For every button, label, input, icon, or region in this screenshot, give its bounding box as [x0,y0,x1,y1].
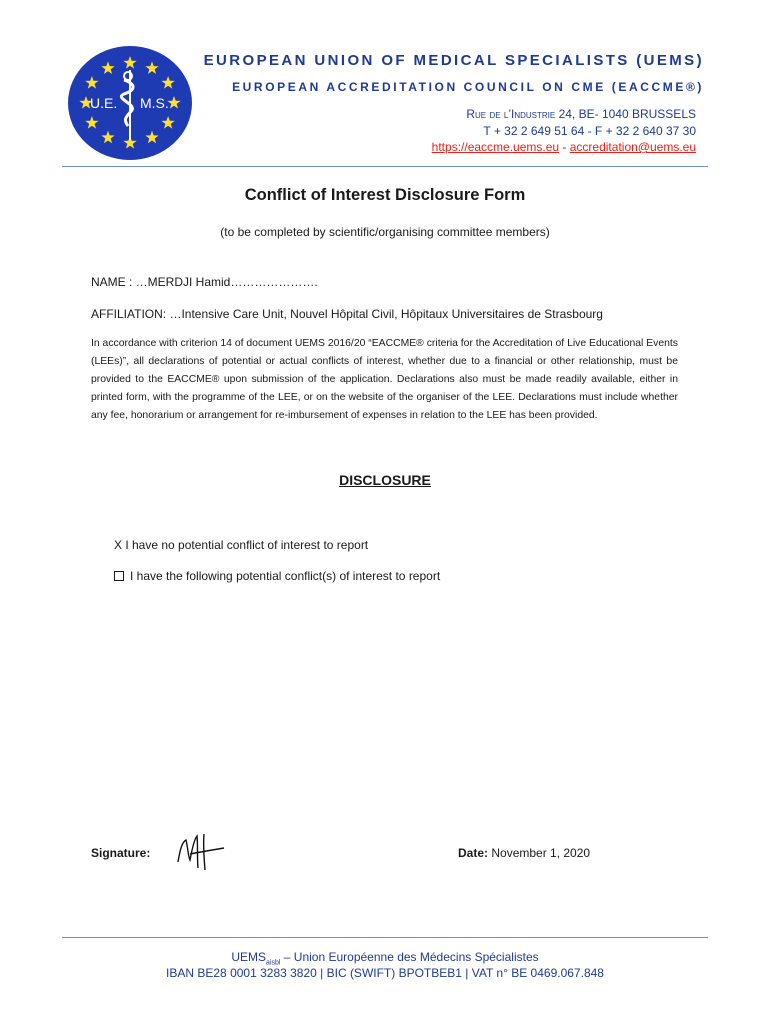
council-name: EUROPEAN ACCREDITATION COUNCIL ON CME (EACCME®) [232,80,704,94]
affiliation-field: AFFILIATION: …Intensive Care Unit, Nouvel Hôpital Civil, Hôpitaux Universitaires de Strasbourg [91,307,603,321]
website-link[interactable]: https://eaccme.uems.eu [431,140,560,154]
disclosure-heading: DISCLOSURE [339,472,431,488]
uems-logo [66,44,194,162]
organization-name: EUROPEAN UNION OF MEDICAL SPECIALISTS (UEMS) [203,52,704,69]
footer-org-rest: – Union Européenne des Médecins Spécialistes [280,950,539,964]
date-field [458,846,590,860]
footer-org-short: UEMS [231,950,267,964]
street-rest: 24, BE- 1040 BRUSSELS [555,107,696,121]
logo-right-text: M.S. [140,95,169,111]
footer-divider [62,937,708,938]
criteria-paragraph: In accordance with criterion 14 of document UEMS 2016/20 “EACCME® criteria for the Accreditation of Live Educational Events (LEEs)”, all declarations of potential or actual conflicts of interest, whether due to a financial or other relationship, must be provided to the EACCME® upon submission of the application. Declarations also must be made readily available, either in printed form, with the programme of the LEE, or on the website of the organiser of the LEE. Declarations must include whether any fee, honorarium or arrangement for re-imbursement of expenses in relation to the LEE has been provided. [91,338,678,421]
conflict-option [114,569,440,583]
name-field: NAME : …MERDJI Hamid…………………. [91,275,318,289]
form-subtitle: (to be completed by scientific/organising committee members) [220,225,550,239]
link-separator: - [559,140,570,154]
street-name: Rue de l’Industrie [466,107,556,121]
phone-fax-line: T + 32 2 649 51 64 - F + 32 2 640 37 30 [483,123,696,138]
address-line [432,106,696,123]
footer-org-line [0,950,770,966]
date-label: Date: [458,846,489,860]
date-value: November 1, 2020 [488,846,591,860]
footer-bank-line: IBAN BE28 0001 3283 3820 | BIC (SWIFT) BPOTBEB1 | VAT n° BE 0469.067.848 [166,966,604,980]
footer-org-sub: aisbl [266,959,281,967]
contact-block [432,106,696,156]
email-link[interactable]: accreditation@uems.eu [569,140,696,154]
checkbox-icon[interactable] [114,571,124,581]
conflict-option-label: I have the following potential conflict(s) of interest to report [130,569,441,583]
header-divider [62,166,708,167]
no-conflict-option: X I have no potential conflict of interest to report [114,538,369,552]
signature-label: Signature: [91,846,151,860]
links-line [432,139,696,156]
logo-left-text: U.E. [90,95,118,111]
handwritten-signature [170,828,228,872]
form-title: Conflict of Interest Disclosure Form [244,186,526,204]
